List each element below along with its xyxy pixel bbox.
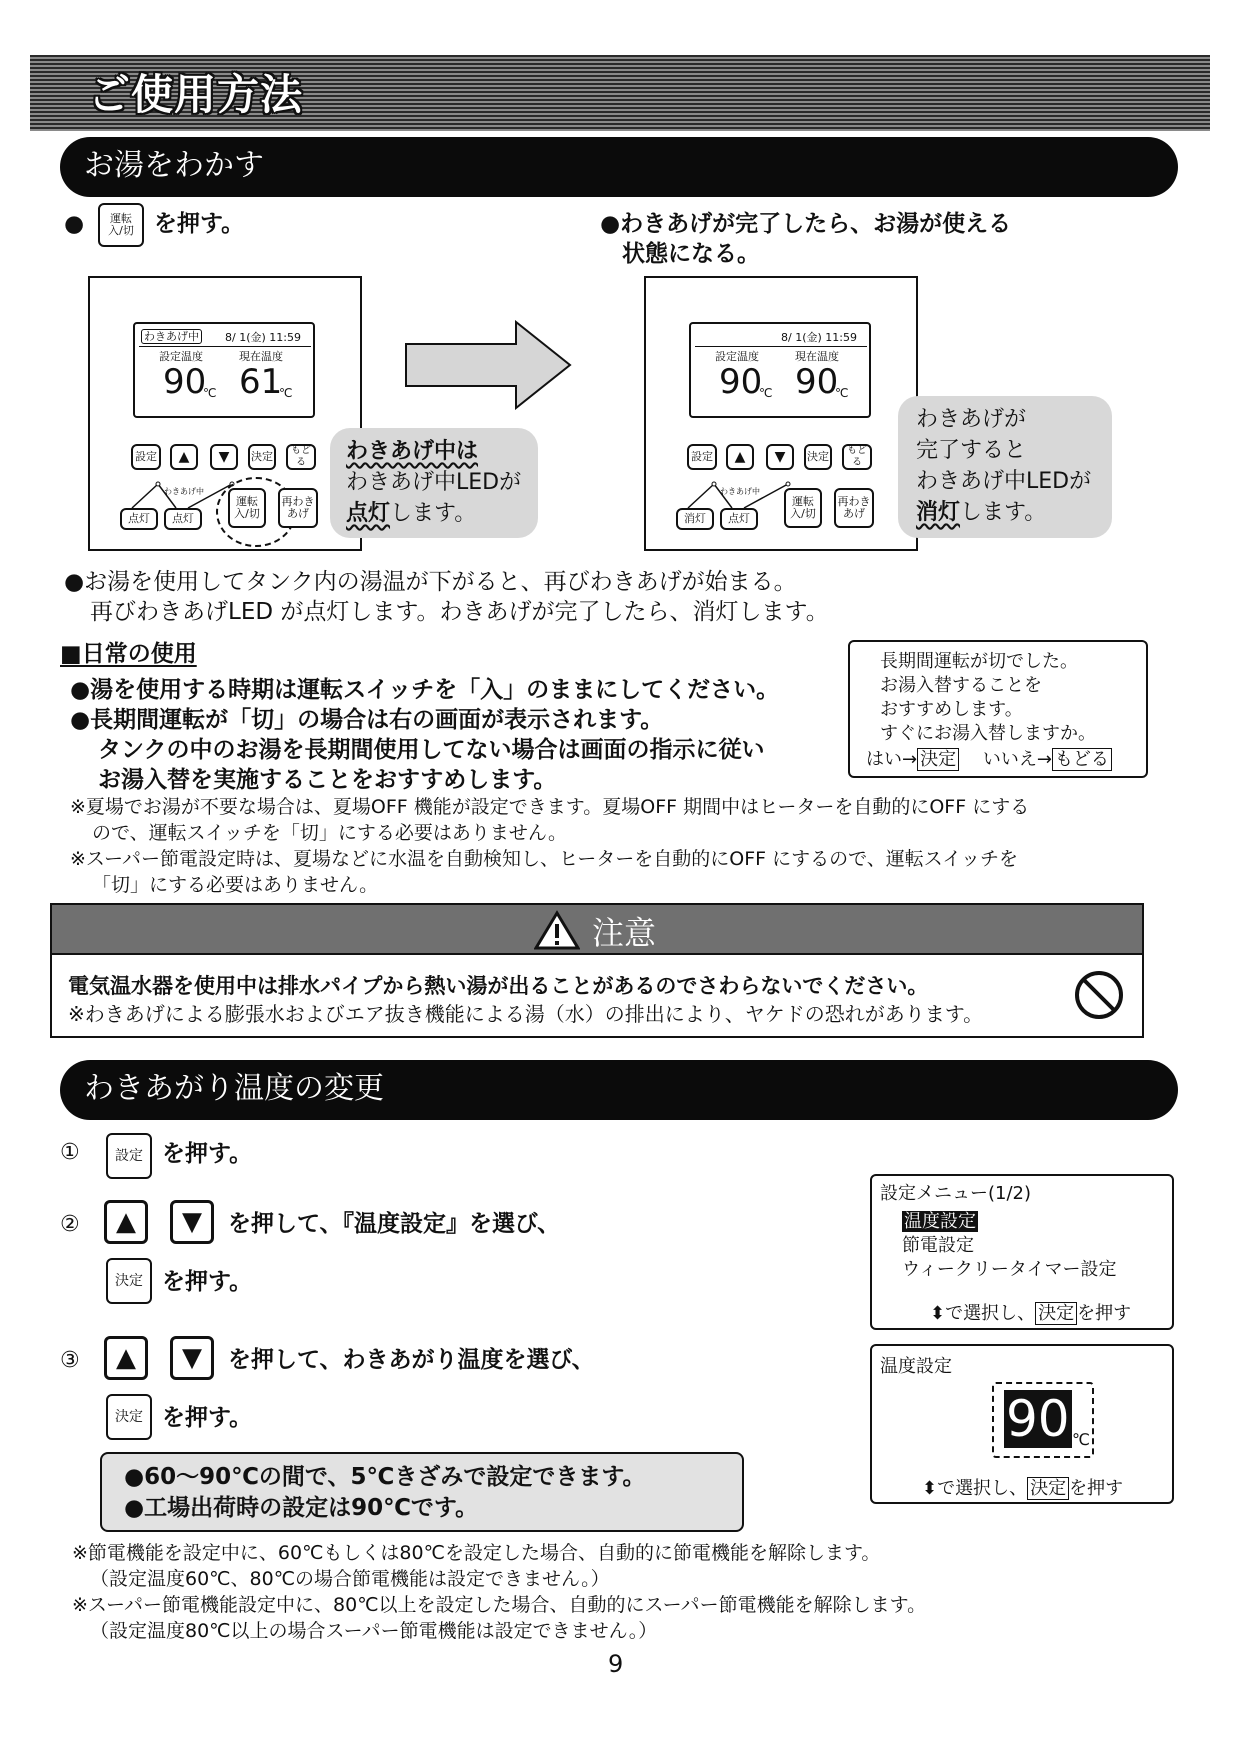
reheat-label-bottom: あげ xyxy=(843,507,865,520)
lcd-screen-heating xyxy=(133,322,315,418)
temp-unit: ℃ xyxy=(1072,1430,1090,1449)
set-temp-unit: ℃ xyxy=(759,386,773,400)
section-header-temp-change: わきあがり温度の変更 xyxy=(60,1060,1178,1120)
screen-no-label: いいえ→ xyxy=(982,749,1052,770)
step2-text: を押して、『温度設定』を選び、 xyxy=(228,1211,561,1237)
screen-line3: おすすめします。 xyxy=(880,699,1023,720)
led-off-indicator: 消灯 xyxy=(676,508,714,530)
info-line2: ●工場出荷時の設定は90℃です。 xyxy=(124,1495,479,1521)
daily-note1-line1: ※夏場でお湯が不要な場合は、夏場OFF 機能が設定できます。夏場OFF 期間中はヒーターを自動的にOFF にする xyxy=(70,796,1030,818)
run-onoff-button[interactable] xyxy=(228,488,266,528)
info-line1: ●60～90℃の間で、5℃きざみで設定できます。 xyxy=(124,1464,646,1490)
daily-bullet1: ●湯を使用する時期は運転スイッチを「入」のままにしてください。 xyxy=(70,677,780,703)
label-current-temp: 現在温度 xyxy=(795,350,839,363)
step2b-text: を押す。 xyxy=(162,1269,253,1295)
setting-key-icon: 設定 xyxy=(106,1133,152,1179)
step1-text: を押す。 xyxy=(162,1141,253,1167)
balloon-complete-line2: 完了すると xyxy=(916,438,1027,463)
menu-footer-post: を押す xyxy=(1077,1303,1132,1324)
up-button[interactable] xyxy=(170,444,198,470)
menu-footer-decide-key[interactable]: 決定 xyxy=(1035,1302,1077,1325)
daily-heading: ■日常の使用 xyxy=(60,641,197,667)
reheat-label-top: 再わき xyxy=(281,495,315,508)
down-key-icon xyxy=(170,1336,214,1380)
step2-number: ② xyxy=(60,1212,80,1237)
run-onoff-button[interactable] xyxy=(784,488,822,528)
balloon-heating xyxy=(330,428,538,538)
caution-title: 注意 xyxy=(592,914,657,952)
led-label: わきあげ中 xyxy=(164,487,204,496)
setting-button[interactable]: 設定 xyxy=(687,444,717,470)
daily-bullet2-line2: タンクの中のお湯を長期間使用してない場合は画面の指示に従い xyxy=(98,737,765,763)
balloon-complete-rest: します。 xyxy=(960,500,1047,525)
screen-line2: お湯入替することを xyxy=(880,675,1042,696)
page-number: 9 xyxy=(608,1650,624,1678)
up-button[interactable] xyxy=(726,444,754,470)
menu-item-weekly-timer[interactable]: ウィークリータイマー設定 xyxy=(902,1259,1117,1280)
step3-text: を押して、わきあがり温度を選び、 xyxy=(228,1347,595,1373)
decide-key-icon: 決定 xyxy=(106,1258,152,1304)
temp-screen-title: 温度設定 xyxy=(880,1356,952,1377)
set-temp-unit: ℃ xyxy=(203,386,217,400)
down-button[interactable] xyxy=(766,444,794,470)
balloon-complete-em: 消灯 xyxy=(916,500,961,525)
reheat-label-bottom: あげ xyxy=(287,507,309,520)
daily-note1-line2: ので、運転スイッチを「切」にする必要はありません。 xyxy=(92,822,568,844)
run-button-label-bottom: 入/切 xyxy=(790,507,816,520)
heating-status-tag: わきあげ中 xyxy=(141,329,202,344)
led-label: わきあげ中 xyxy=(720,487,760,496)
temp-range-info-box xyxy=(100,1452,744,1532)
reheat-note-line1: ●お湯を使用してタンク内の湯温が下がると、再びわきあげが始まる。 xyxy=(64,569,797,595)
section2-note2-line1: ※スーパー節電機能設定中に、80℃以上を設定した場合、自動的にスーパー節電機能を解除します。 xyxy=(72,1594,927,1616)
section2-note1-line1: ※節電機能を設定中に、60℃もしくは80℃を設定した場合、自動的に節電機能を解除します。 xyxy=(72,1542,881,1564)
daily-bullet2-line3: お湯入替を実施することをおすすめします。 xyxy=(98,767,557,793)
up-triangle-icon: ▲ xyxy=(734,449,746,465)
menu-footer-pre: ⬍で選択し、 xyxy=(930,1303,1036,1324)
reheat-button[interactable] xyxy=(834,488,874,528)
decide-key-icon: 決定 xyxy=(106,1394,152,1440)
prohibition-icon xyxy=(1072,968,1126,1022)
back-button[interactable]: もどる xyxy=(286,444,316,470)
down-key-icon xyxy=(170,1200,214,1244)
label-set-temp: 設定温度 xyxy=(159,350,203,363)
current-temp-unit: ℃ xyxy=(279,386,293,400)
daily-note2-line1: ※スーパー節電設定時は、夏場などに水温を自動検知し、ヒーターを自動的にOFF にするので、運転スイッチを xyxy=(70,848,1018,870)
set-temp-value: 90 xyxy=(719,362,763,402)
label-set-temp: 設定温度 xyxy=(715,350,759,363)
label-current-temp: 現在温度 xyxy=(239,350,283,363)
screen-line1: 長期間運転が切でした。 xyxy=(880,651,1078,672)
section2-note1-line2: （設定温度60℃、80℃の場合節電機能は設定できません。） xyxy=(90,1568,610,1590)
temp-footer-decide-key[interactable]: 決定 xyxy=(1027,1477,1069,1500)
menu-item-power-saving[interactable]: 節電設定 xyxy=(902,1235,974,1256)
right-heading-line1: ●わきあげが完了したら、お湯が使える xyxy=(600,211,1012,237)
caution-line1: 電気温水器を使用中は排水パイプから熱い湯が出ることがあるのでさわらないでください。 xyxy=(68,974,929,998)
run-key-label-bottom: 入/切 xyxy=(108,224,134,237)
led-on-indicator: 点灯 xyxy=(720,508,758,530)
current-temp-value: 90 xyxy=(795,362,839,402)
run-key-label-top: 運転 xyxy=(110,212,132,225)
menu-title: 設定メニュー(1/2) xyxy=(880,1183,1032,1204)
decide-button[interactable]: 決定 xyxy=(804,444,832,470)
balloon-heating-em: 点灯 xyxy=(346,501,391,526)
warning-triangle-icon xyxy=(534,910,580,950)
decide-button[interactable]: 決定 xyxy=(248,444,276,470)
current-temp-unit: ℃ xyxy=(835,386,849,400)
datetime: 8/ 1(金) 11:59 xyxy=(225,331,301,344)
led-on-indicator-2: 点灯 xyxy=(164,508,202,530)
balloon-heating-line1: わきあげ中は xyxy=(346,439,479,464)
long-term-off-screen xyxy=(848,640,1148,778)
run-button-label-top: 運転 xyxy=(792,495,814,508)
up-triangle-icon: ▲ xyxy=(116,1343,136,1373)
caution-line2: ※わきあげによる膨張水およびエア抜き機能による湯（水）の排出により、ヤケドの恐れがあります。 xyxy=(68,1002,984,1026)
run-button-label-top: 運転 xyxy=(236,495,258,508)
temp-footer-post: を押す xyxy=(1069,1478,1124,1499)
right-heading-line2: 状態になる。 xyxy=(622,241,760,267)
up-key-icon xyxy=(104,1336,148,1380)
screen-line4: すぐにお湯入替しますか。 xyxy=(880,723,1096,744)
step3b-text: を押す。 xyxy=(162,1405,253,1431)
reheat-label-top: 再わき xyxy=(837,495,871,508)
down-triangle-icon: ▼ xyxy=(774,449,786,465)
temp-setting-screen xyxy=(870,1344,1174,1504)
step3-number: ③ xyxy=(60,1348,80,1373)
run-button-label-bottom: 入/切 xyxy=(234,507,260,520)
transition-arrow-icon xyxy=(404,320,574,410)
temp-footer-pre: ⬍で選択し、 xyxy=(922,1478,1028,1499)
screen-back-key[interactable]: もどる xyxy=(1052,748,1112,771)
datetime: 8/ 1(金) 11:59 xyxy=(781,331,857,344)
section2-note2-line2: （設定温度80℃以上の場合スーパー節電機能は設定できません。） xyxy=(90,1620,658,1642)
down-button[interactable] xyxy=(210,444,238,470)
daily-note2-line2: 「切」にする必要はありません。 xyxy=(92,874,379,896)
screen-decide-key[interactable]: 決定 xyxy=(917,748,959,771)
reheat-note-line2: 再びわきあげLED が点灯します。わきあげが完了したら、消灯します。 xyxy=(90,599,829,625)
led-on-indicator-1: 点灯 xyxy=(120,508,158,530)
up-key-icon xyxy=(104,1200,148,1244)
balloon-complete-line1: わきあげが xyxy=(916,407,1027,432)
page-title: ご使用方法 xyxy=(88,70,304,119)
balloon-heating-line2: わきあげ中LEDが xyxy=(346,470,522,495)
back-button[interactable]: もどる xyxy=(842,444,872,470)
set-temp-value: 90 xyxy=(163,362,207,402)
reheat-button[interactable] xyxy=(278,488,318,528)
setting-button[interactable]: 設定 xyxy=(131,444,161,470)
step-text: を押す。 xyxy=(154,211,245,237)
balloon-complete-line3: わきあげ中LEDが xyxy=(916,469,1092,494)
step1-number: ① xyxy=(60,1140,80,1165)
settings-menu-screen xyxy=(870,1174,1174,1330)
current-temp-value: 61 xyxy=(239,362,283,402)
down-triangle-icon: ▼ xyxy=(182,1343,202,1373)
balloon-complete xyxy=(898,396,1112,538)
section-header-boil: お湯をわかす xyxy=(60,137,1178,197)
lcd-screen-complete xyxy=(689,322,871,418)
step-bullet: ● xyxy=(64,211,85,237)
run-key-icon xyxy=(98,203,144,247)
up-triangle-icon: ▲ xyxy=(116,1207,136,1237)
temp-value[interactable]: 90 xyxy=(1006,1390,1070,1448)
down-triangle-icon: ▼ xyxy=(218,449,230,465)
balloon-heating-rest: します。 xyxy=(390,501,477,526)
down-triangle-icon: ▼ xyxy=(182,1207,202,1237)
daily-bullet2: ●長期間運転が「切」の場合は右の画面が表示されます。 xyxy=(70,707,664,733)
up-triangle-icon: ▲ xyxy=(178,449,190,465)
menu-item-temp-setting[interactable]: 温度設定 xyxy=(904,1211,976,1232)
screen-yes-label: はい→ xyxy=(866,749,918,770)
